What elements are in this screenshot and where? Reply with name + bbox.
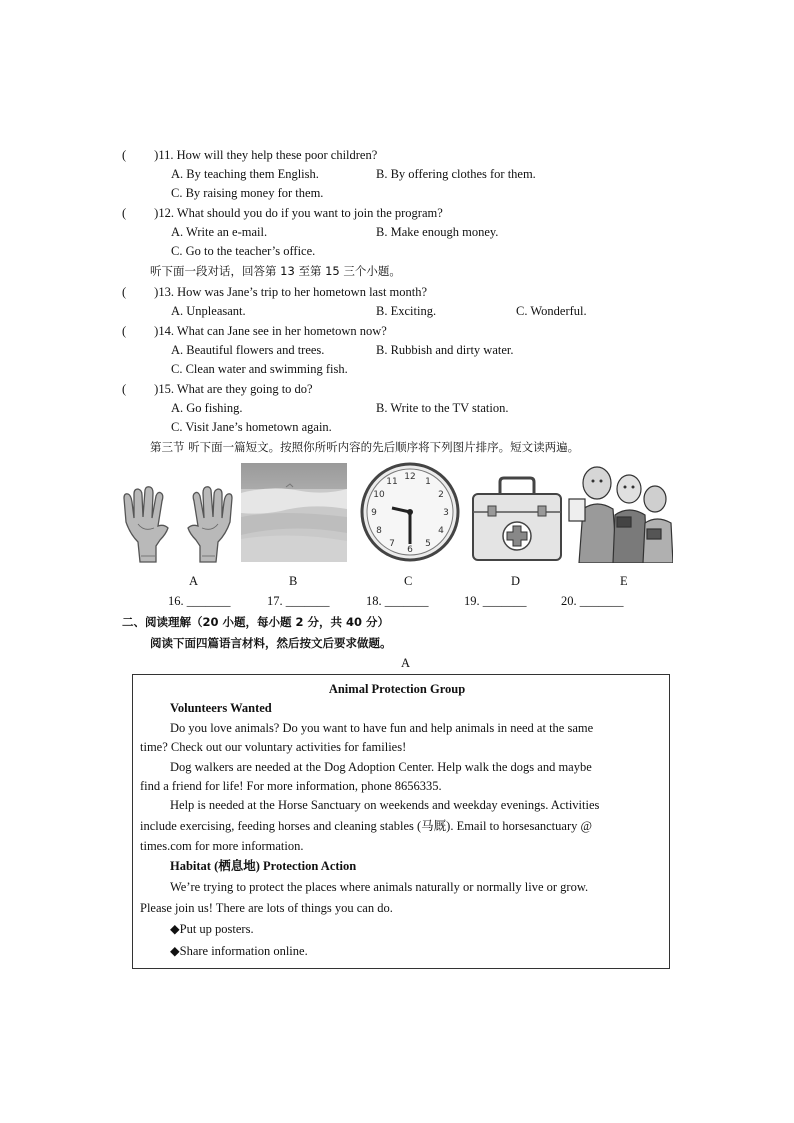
q12-option-b[interactable]: B. Make enough money. (376, 225, 499, 239)
q14-option-c[interactable]: C. Clean water and swimming fish. (171, 362, 348, 376)
sea-picture (241, 463, 347, 562)
passage-line: include exercising, feeding horses and cleaning stables (马厩). Email to horsesanctuary @ (140, 819, 592, 833)
q14-option-a[interactable]: A. Beautiful flowers and trees. (171, 343, 325, 357)
q13-option-a[interactable]: A. Unpleasant. (171, 304, 246, 318)
clock-picture (358, 462, 462, 562)
q14-paren: ( )14. What can Jane see in her hometown now? (122, 324, 387, 338)
section3-instruction: 第三节 听下面一篇短文。按照你所听内容的先后顺序将下列图片排序。短文读两遍。 (150, 440, 580, 454)
svg-text:9: 9 (371, 508, 377, 518)
q13-stem: 13. How was Jane’s trip to her hometown last month? (158, 285, 428, 299)
passage-line: Dog walkers are needed at the Dog Adoption Center. Help walk the dogs and maybe (170, 760, 592, 774)
svg-text:3: 3 (443, 508, 449, 518)
q13-option-c[interactable]: C. Wonderful. (516, 304, 587, 318)
picture-label-e: E (620, 574, 628, 588)
answer-blank-17[interactable]: 17. _______ (267, 594, 330, 608)
passage-line: Do you love animals? Do you want to have fun and help animals in need at the same (170, 721, 594, 735)
q11-option-b[interactable]: B. By offering clothes for them. (376, 167, 536, 181)
svg-text:1: 1 (425, 477, 431, 487)
q15-option-b[interactable]: B. Write to the TV station. (376, 401, 509, 415)
svg-text:10: 10 (373, 490, 385, 500)
first-aid-kit-picture (470, 476, 564, 564)
passage-line: find a friend for life! For more information, phone 8656335. (140, 779, 442, 793)
svg-text:11: 11 (386, 477, 398, 487)
svg-text:6: 6 (407, 545, 413, 555)
q12-paren: ( )12. What should you do if you want to join the program? (122, 206, 443, 220)
instruction-13-15: 听下面一段对话，回答第 13 至第 15 三个小题。 (150, 264, 401, 278)
svg-text:4: 4 (438, 526, 444, 536)
q15-option-c[interactable]: C. Visit Jane’s hometown again. (171, 420, 332, 434)
answer-blank-16[interactable]: 16. _______ (168, 594, 231, 608)
q11-stem: 11. How will they help these poor children? (158, 148, 378, 162)
reading-instruction: 阅读下面四篇语言材料，然后按文后要求做题。 (150, 636, 392, 650)
answer-blank-20[interactable]: 20. _______ (561, 594, 624, 608)
bullet-item: ◆Put up posters. (170, 922, 254, 936)
passage-line: We’re trying to protect the places where animals naturally or normally live or grow. (170, 880, 589, 894)
habitat-heading: Habitat (栖息地) Protection Action (170, 859, 357, 873)
picture-label-d: D (511, 574, 521, 588)
q12-stem: 12. What should you do if you want to join the program? (158, 206, 443, 220)
q15-option-a[interactable]: A. Go fishing. (171, 401, 243, 415)
q13-option-b[interactable]: B. Exciting. (376, 304, 437, 318)
passage-letter: A (401, 656, 411, 670)
svg-text:12: 12 (404, 472, 416, 482)
passage-line: time? Check out our voluntary activities for families! (140, 740, 407, 754)
q12-option-c[interactable]: C. Go to the teacher’s office. (171, 244, 316, 258)
passage-line: times.com for more information. (140, 839, 304, 853)
picture-label-a: A (189, 574, 199, 588)
q14-stem: 14. What can Jane see in her hometown now? (158, 324, 387, 338)
volunteers-heading: Volunteers Wanted (170, 701, 272, 715)
crowd-picture (567, 459, 673, 563)
gloves-picture (120, 484, 236, 566)
svg-text:5: 5 (425, 539, 431, 549)
svg-text:7: 7 (389, 539, 395, 549)
q11-paren: ( )11. How will they help these poor children? (122, 148, 378, 162)
reading-heading: 二、阅读理解（20 小题，每小题 2 分，共 40 分） (122, 615, 390, 629)
picture-label-c: C (404, 574, 413, 588)
q14-option-b[interactable]: B. Rubbish and dirty water. (376, 343, 514, 357)
q15-stem: 15. What are they going to do? (158, 382, 313, 396)
bullet-item: ◆Share information online. (170, 944, 308, 958)
q12-option-a[interactable]: A. Write an e-mail. (171, 225, 268, 239)
q13-paren: ( )13. How was Jane’s trip to her hometown last month? (122, 285, 428, 299)
svg-text:2: 2 (438, 490, 444, 500)
q15-paren: ( )15. What are they going to do? (122, 382, 313, 396)
q11-option-c[interactable]: C. By raising money for them. (171, 186, 324, 200)
answer-blank-18[interactable]: 18. _______ (366, 594, 429, 608)
svg-text:8: 8 (376, 526, 382, 536)
picture-label-b: B (289, 574, 298, 588)
passage-line: Please join us! There are lots of things you can do. (140, 901, 393, 915)
passage-title: Animal Protection Group (328, 682, 466, 696)
q11-option-a[interactable]: A. By teaching them English. (171, 167, 319, 181)
passage-line: Help is needed at the Horse Sanctuary on weekends and weekday evenings. Activities (170, 798, 600, 812)
answer-blank-19[interactable]: 19. _______ (464, 594, 527, 608)
